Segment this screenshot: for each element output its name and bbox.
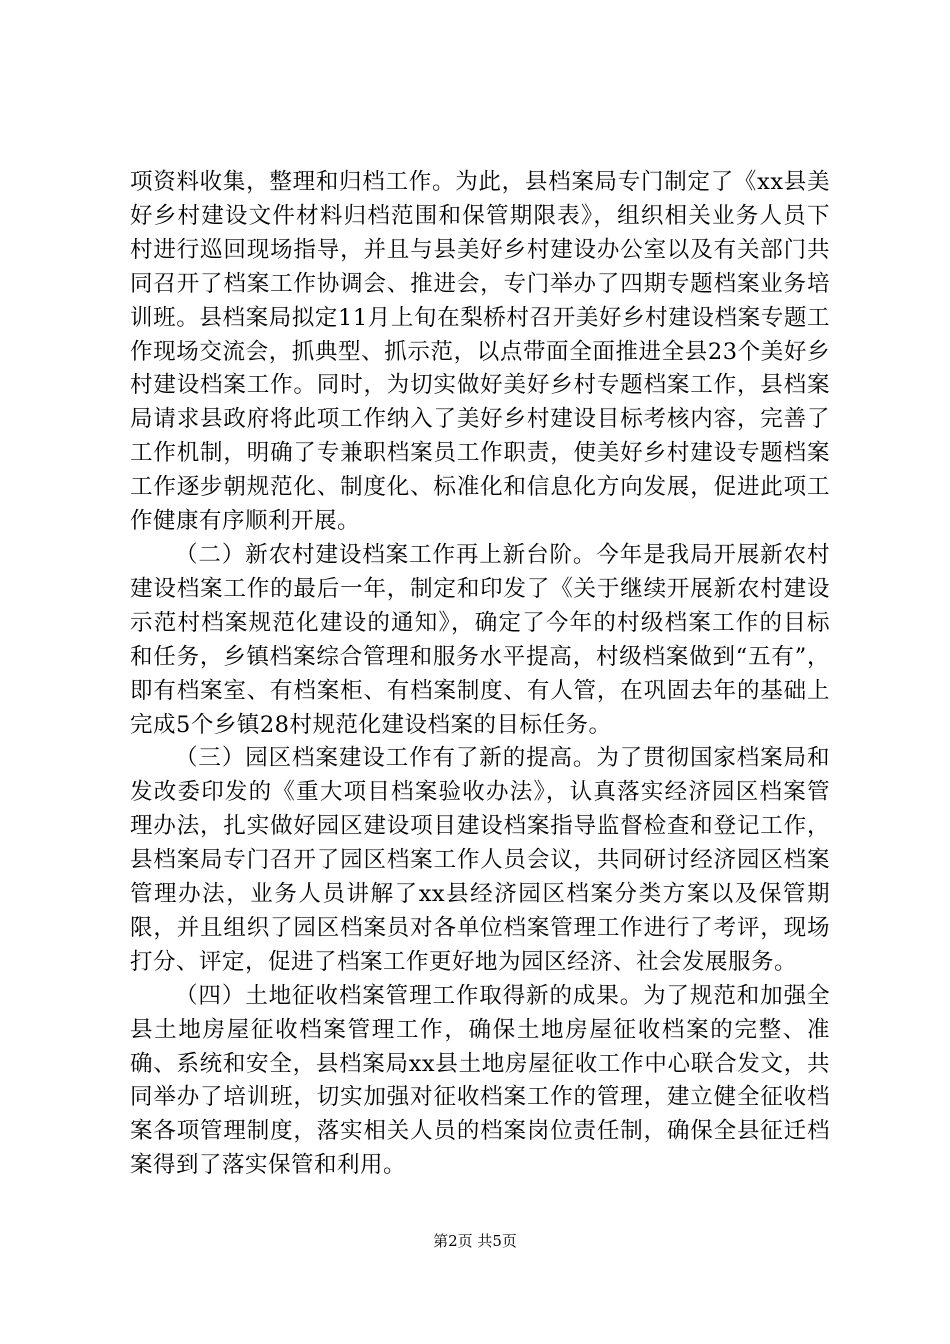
paragraph-continuation: 项资料收集，整理和归档工作。为此，县档案局专门制定了《xx县美好乡村建设文件材料归档范围和保管期限表》，组织相关业务人员下村进行巡回现场指导，并且与县美好乡村建设办公室以及有关部门共同召开了档案工作协调会、推进会，专门举办了四期专题档案业务培训班。县档案局拟定11月上旬在梨桥村召开美好乡村建设档案专题工作现场交流会，抓典型、抓示范，以点带面全面推进全县23个美好乡村建设档案工作。同时，为切实做好美好乡村专题档案工作，县档案局请求县政府将此项工作纳入了美好乡村建设目标考核内容，完善了工作机制，明确了专兼职档案员工作职责，使美好乡村建设专题档案工作逐步朝规范化、制度化、标准化和信息化方向发展，促进此项工作健康有序顺利开展。 — [130, 169, 830, 535]
document-body — [130, 166, 830, 1183]
paragraph-section-3: （三）园区档案建设工作有了新的提高。为了贯彻国家档案局和发改委印发的《重大项目档案验收办法》，认真落实经济园区档案管理办法，扎实做好园区建设项目建设档案指导监督检查和登记工作，县档案局专门召开了园区档案工作人员会议，共同研讨经济园区档案管理办法，业务人员讲解了xx县经济园区档案分类方案以及保管期限，并且组织了园区档案员对各单位档案管理工作进行了考评，现场打分、评定，促进了档案工作更好地为园区经济、社会发展服务。 — [130, 745, 830, 975]
paragraph-section-2: （二）新农村建设档案工作再上新台阶。今年是我局开展新农村建设档案工作的最后一年，制定和印发了《关于继续开展新农村建设示范村档案规范化建设的通知》，确定了今年的村级档案工作的目标和任务，乡镇档案综合管理和服务水平提高，村级档案做到“五有”，即有档案室、有档案柜、有档案制度、有人管，在巩固去年的基础上完成5个乡镇28村规范化建设档案的目标任务。 — [130, 541, 830, 738]
paragraph-section-4: （四）土地征收档案管理工作取得新的成果。为了规范和加强全县土地房屋征收档案管理工作，确保土地房屋征收档案的完整、准确、系统和安全，县档案局xx县土地房屋征收工作中心联合发文，共同举办了培训班，切实加强对征收档案工作的管理，建立健全征收档案各项管理制度，落实相关人员的档案岗位责任制，确保全县征迁档案得到了落实保管和利用。 — [130, 982, 830, 1179]
page-number-footer: 第2页 共5页 — [433, 1232, 517, 1250]
